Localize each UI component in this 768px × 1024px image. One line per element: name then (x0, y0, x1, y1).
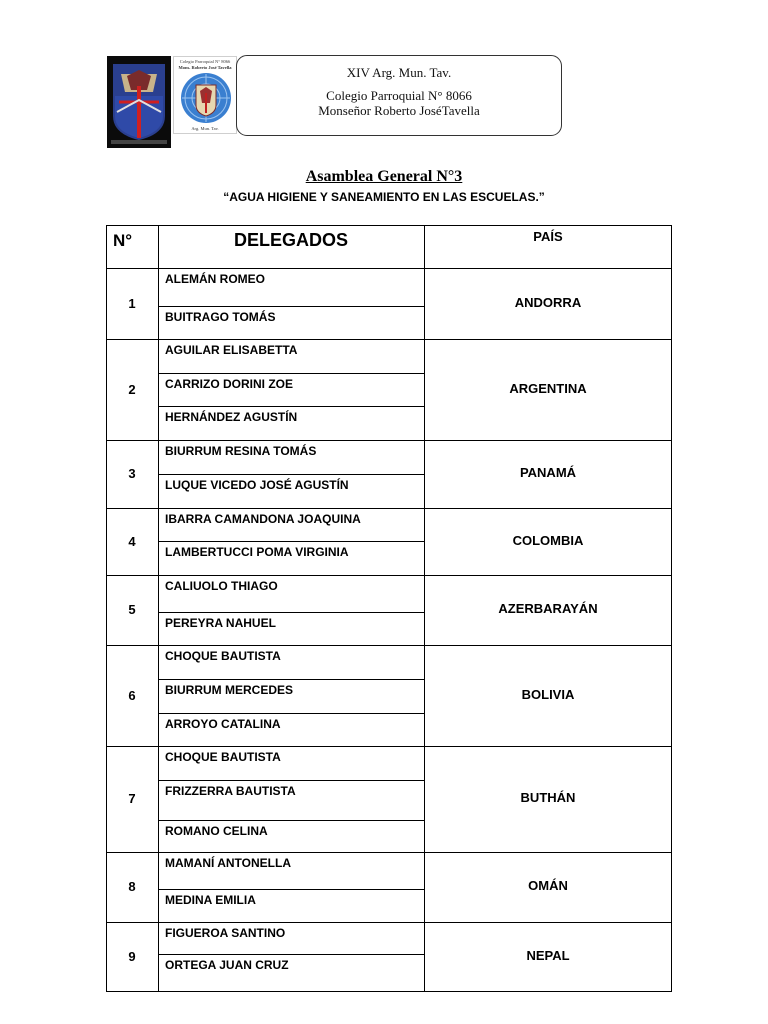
table-border-bottom (106, 991, 672, 992)
group-divider (106, 339, 672, 340)
delegate-name: CHOQUE BAUTISTA (165, 649, 281, 663)
delegate-name: FIGUEROA SANTINO (165, 926, 286, 940)
column-divider (158, 225, 159, 992)
delegate-row-divider (158, 474, 424, 475)
delegate-name: LUQUE VICEDO JOSÉ AGUSTÍN (165, 478, 349, 492)
delegate-name: BIURRUM MERCEDES (165, 683, 294, 697)
delegate-row-divider (158, 889, 424, 890)
delegate-row-divider (158, 954, 424, 955)
group-number: 2 (128, 382, 136, 397)
delegate-name: CARRIZO DORINI ZOE (165, 377, 293, 391)
header-box (236, 55, 562, 136)
group-divider (106, 922, 672, 923)
group-country: AZERBARAYÁN (498, 601, 598, 616)
page-title: Asamblea General N°3 (305, 168, 463, 185)
delegate-name: MEDINA EMILIA (165, 893, 256, 907)
delegate-name: PEREYRA NAHUEL (165, 616, 276, 630)
delegate-name: ROMANO CELINA (165, 824, 268, 838)
group-country: PANAMÁ (519, 465, 577, 480)
group-country: ANDORRA (514, 295, 582, 310)
delegate-row-divider (158, 780, 424, 781)
delegate-name: AGUILAR ELISABETTA (165, 343, 298, 357)
group-divider (106, 575, 672, 576)
header-number: N° (113, 231, 133, 250)
delegate-name: ALEMÁN ROMEO (165, 272, 265, 286)
group-number: 8 (128, 879, 136, 894)
group-divider (106, 508, 672, 509)
delegate-row-divider (158, 820, 424, 821)
delegate-name: HERNÁNDEZ AGUSTÍN (165, 410, 298, 424)
group-divider (106, 645, 672, 646)
group-number: 9 (128, 949, 136, 964)
delegate-name: CALIUOLO THIAGO (165, 579, 278, 593)
delegate-name: MAMANÍ ANTONELLA (165, 856, 291, 870)
logo-caption-1: Colegio Parroquial N° 8066 (179, 59, 231, 64)
group-number: 7 (128, 791, 136, 806)
group-country: ARGENTINA (509, 381, 587, 396)
group-country: BUTHÁN (520, 790, 576, 805)
group-divider (106, 746, 672, 747)
group-divider (106, 440, 672, 441)
group-country: OMÁN (528, 878, 568, 893)
delegate-row-divider (158, 679, 424, 680)
school-crest-logo (107, 56, 171, 148)
group-country: COLOMBIA (512, 533, 584, 548)
delegate-name: CHOQUE BAUTISTA (165, 750, 281, 764)
delegate-name: FRIZZERRA BAUTISTA (165, 784, 296, 798)
delegate-name: BUITRAGO TOMÁS (165, 310, 276, 324)
delegate-name: LAMBERTUCCI POMA VIRGINIA (165, 545, 349, 559)
page-subtitle: “AGUA HIGIENE Y SANEAMIENTO EN LAS ESCUELAS.” (223, 190, 545, 204)
table-border-top (106, 225, 672, 226)
logo-caption-2: Mons. Roberto José Tavella (178, 65, 232, 70)
un-globe-icon (178, 71, 234, 125)
header-line-1: XIV Arg. Mun. Tav. (346, 65, 452, 80)
delegate-name: ARROYO CATALINA (165, 717, 281, 731)
delegate-row-divider (158, 612, 424, 613)
header-line-2: Colegio Parroquial N° 8066 (326, 88, 472, 103)
delegate-row-divider (158, 373, 424, 374)
group-number: 1 (128, 296, 136, 311)
group-country: NEPAL (526, 948, 570, 963)
delegate-name: BIURRUM RESINA TOMÁS (165, 444, 317, 458)
header-line-3: Monseñor Roberto JoséTavella (318, 103, 480, 118)
group-number: 6 (128, 688, 136, 703)
group-divider (106, 268, 672, 269)
mun-logo (173, 56, 237, 134)
delegate-row-divider (158, 406, 424, 407)
group-divider (106, 852, 672, 853)
delegate-row-divider (158, 306, 424, 307)
logo-caption-footer: Arg. Mun. Tav. (191, 126, 219, 131)
delegate-row-divider (158, 541, 424, 542)
delegate-name: IBARRA CAMANDONA JOAQUINA (165, 512, 361, 526)
delegates-table (106, 225, 672, 992)
group-number: 5 (128, 602, 136, 617)
header-delegates: DELEGADOS (233, 230, 348, 250)
delegate-row-divider (158, 713, 424, 714)
group-country: BOLIVIA (521, 687, 575, 702)
group-number: 3 (128, 466, 136, 481)
header-country: PAÍS (533, 229, 563, 244)
group-number: 4 (128, 534, 136, 549)
delegate-name: ORTEGA JUAN CRUZ (165, 958, 289, 972)
